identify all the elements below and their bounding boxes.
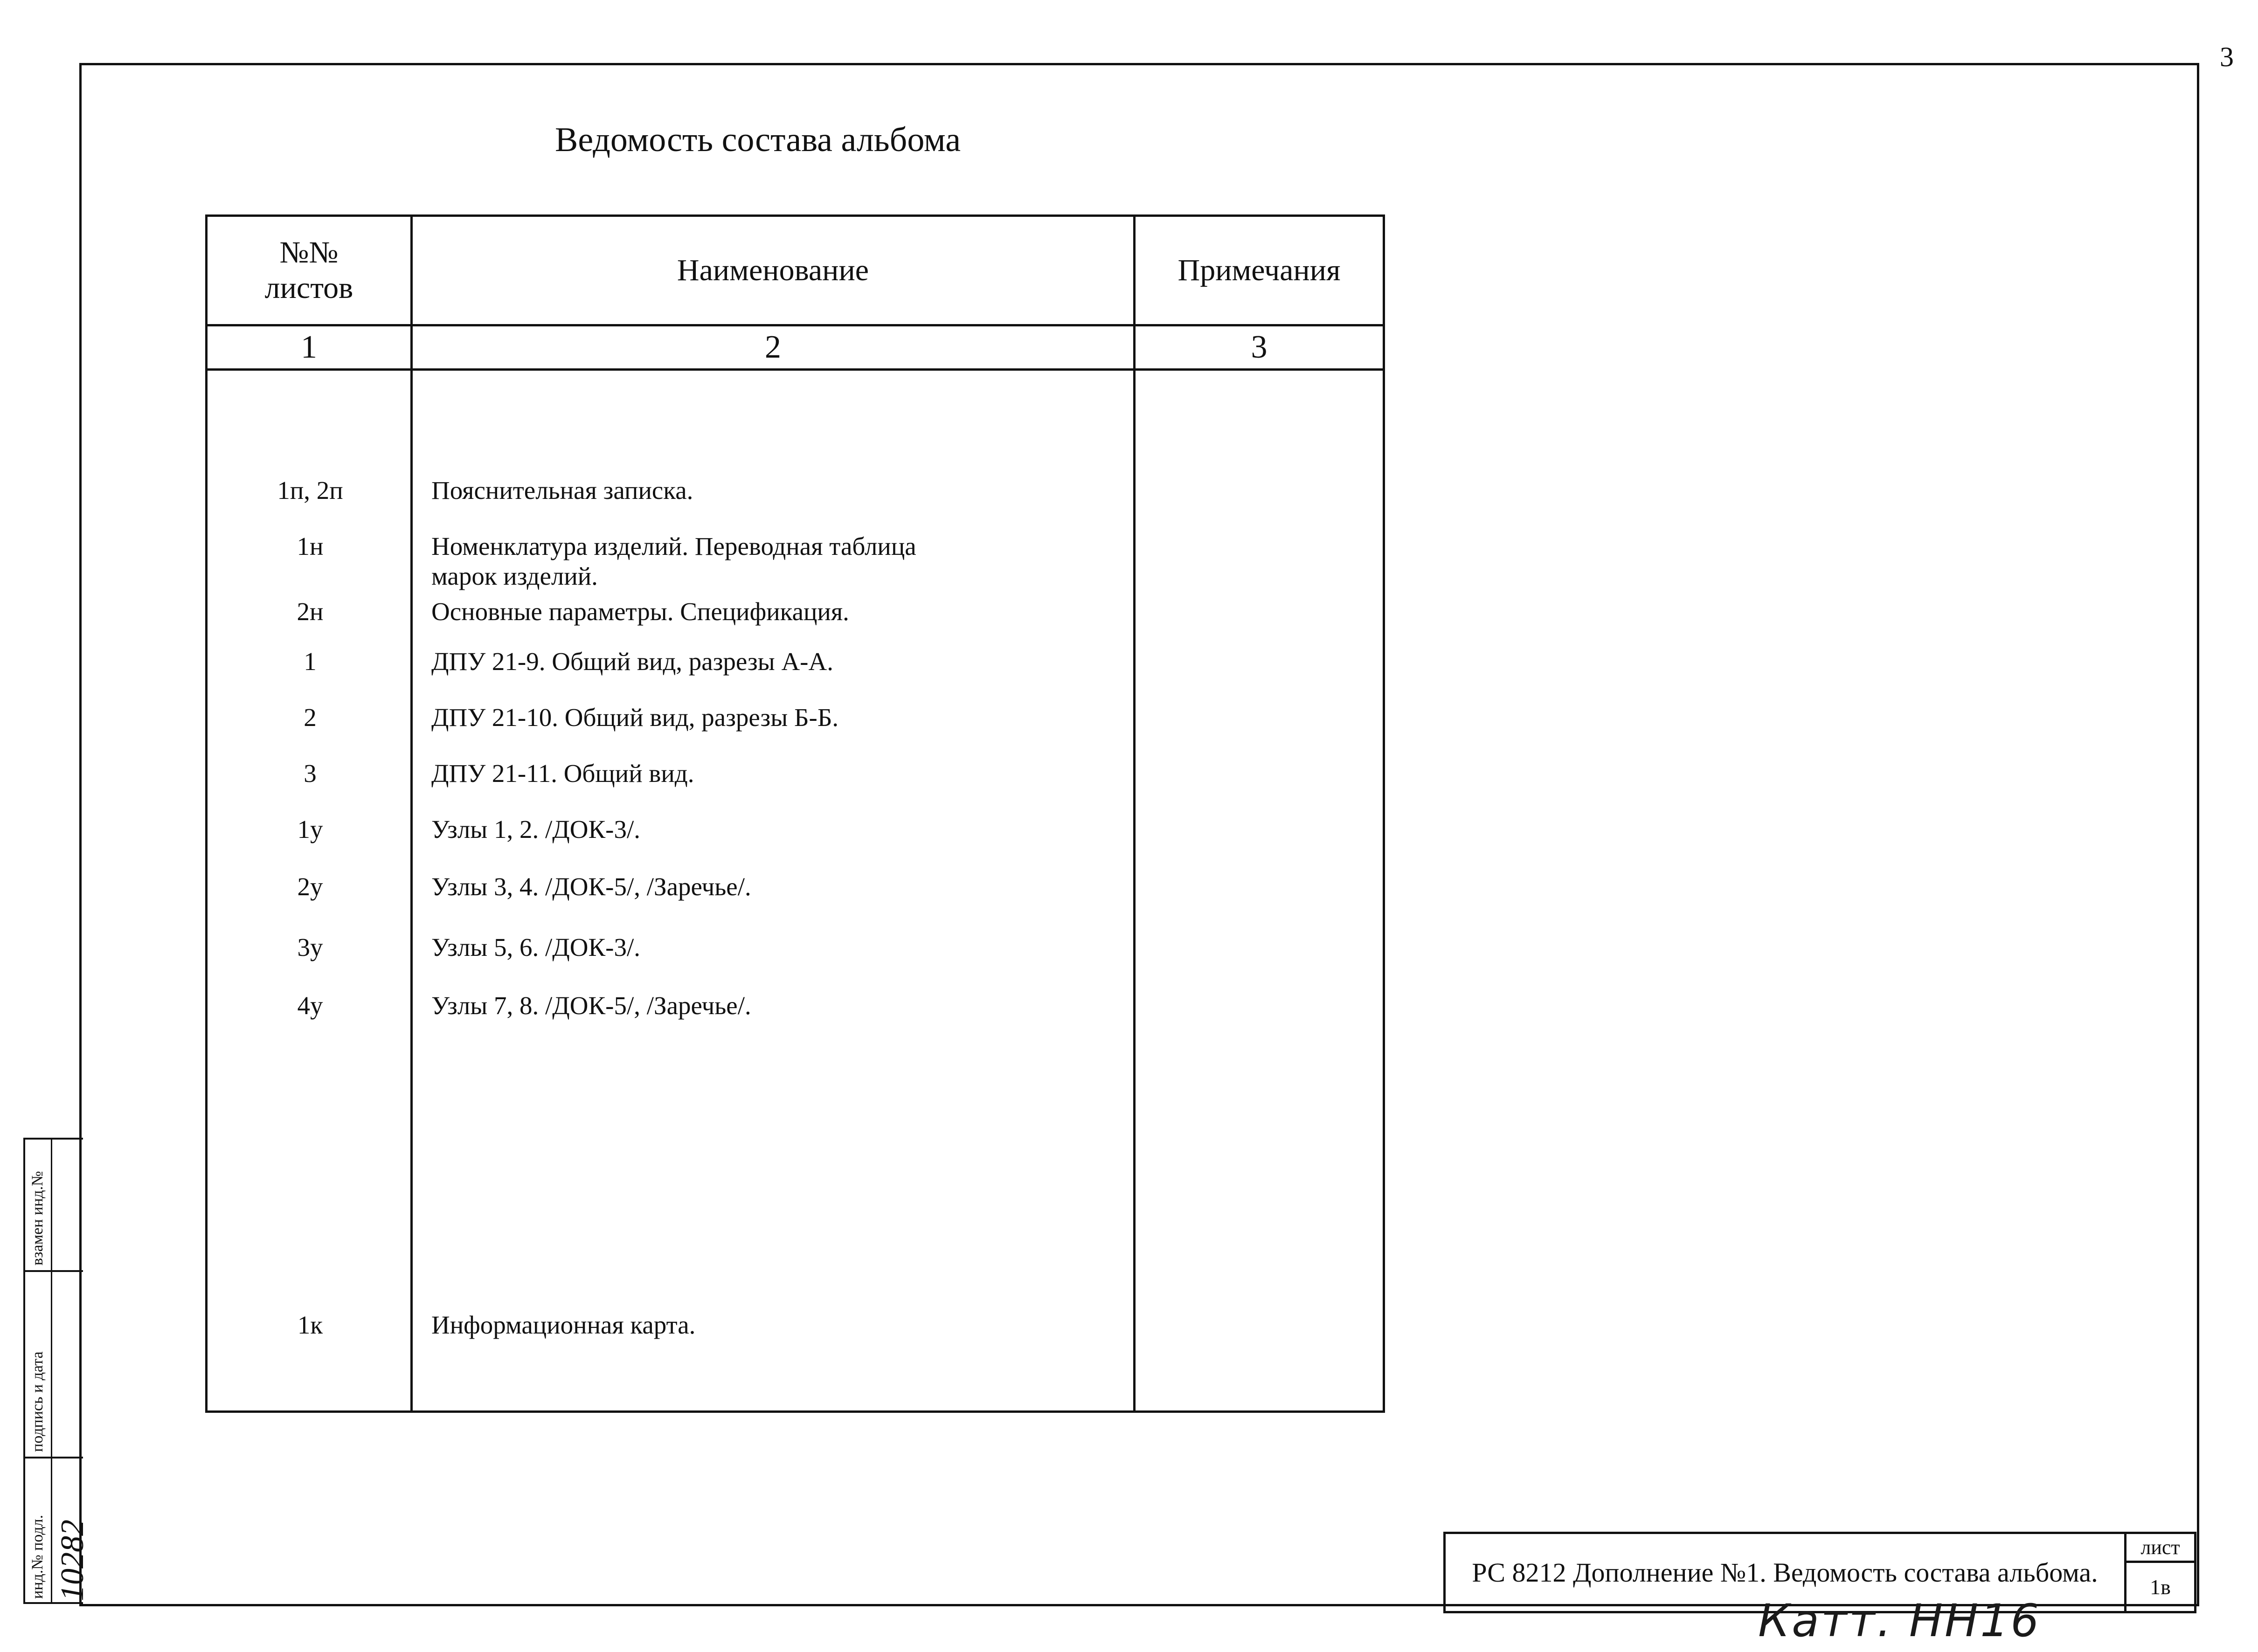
row-num: 1к	[297, 1311, 323, 1339]
margin-label-signature-date: подпись и дата	[29, 1351, 46, 1452]
page-title: Ведомость состава альбома	[555, 121, 961, 159]
binding-margin-stamp	[23, 1138, 90, 1604]
row-num: 3у	[297, 933, 323, 961]
notes-column	[1135, 370, 1384, 1412]
row-name: Пояснительная записка.	[431, 476, 693, 505]
row-name: ДПУ 21-10. Общий вид, разрезы Б-Б.	[431, 703, 839, 732]
row-name: Узлы 7, 8. /ДОК-5/, /Заречье/.	[431, 991, 751, 1020]
header-notes: Примечания	[1135, 216, 1384, 325]
handwritten-note: Катт. НН16	[1758, 1595, 2041, 1647]
row-name: Узлы 5, 6. /ДОК-3/.	[431, 933, 641, 961]
row-name-continued: марок изделий.	[431, 562, 598, 590]
sheet-numbers-column	[207, 370, 412, 1412]
margin-label-replaces: взамен инд.№	[29, 1171, 46, 1265]
row-name: Номенклатура изделий. Переводная таблица	[431, 532, 916, 560]
column-number-2: 2	[412, 325, 1135, 370]
row-num: 4у	[297, 991, 323, 1020]
album-contents-table	[205, 214, 1385, 1413]
sheet-number: 1в	[2126, 1562, 2196, 1612]
row-num: 3	[304, 759, 317, 788]
header-name: Наименование	[412, 216, 1135, 325]
margin-column-line	[51, 1140, 52, 1602]
row-name: Основные параметры. Спецификация.	[431, 597, 849, 626]
row-name: Узлы 1, 2. /ДОК-3/.	[431, 815, 641, 843]
row-name: ДПУ 21-11. Общий вид.	[431, 759, 694, 788]
header-sheet-numbers: №№ листов	[207, 216, 412, 325]
column-number-1: 1	[207, 325, 412, 370]
margin-divider	[25, 1457, 83, 1458]
row-num: 2	[304, 703, 317, 732]
margin-divider	[25, 1270, 83, 1272]
margin-inventory-number: 10282	[55, 1520, 90, 1601]
row-num: 1	[304, 647, 317, 676]
row-name: ДПУ 21-9. Общий вид, разрезы А-А.	[431, 647, 833, 676]
row-name: Информационная карта.	[431, 1311, 696, 1339]
row-num: 1у	[297, 815, 323, 843]
row-num: 1н	[297, 532, 324, 560]
corner-page-number: 3	[2220, 41, 2234, 72]
row-num: 2н	[297, 597, 324, 626]
row-num: 2у	[297, 872, 323, 901]
names-column	[412, 370, 1135, 1412]
margin-label-inventory: инд.№ подл.	[29, 1514, 46, 1599]
title-block-caption: РС 8212 Дополнение №1. Ведомость состава альбома.	[1445, 1533, 2126, 1612]
row-name: Узлы 3, 4. /ДОК-5/, /Заречье/.	[431, 872, 751, 901]
column-number-3: 3	[1135, 325, 1384, 370]
sheet-label: лист	[2126, 1533, 2196, 1562]
row-num: 1п, 2п	[277, 476, 343, 505]
